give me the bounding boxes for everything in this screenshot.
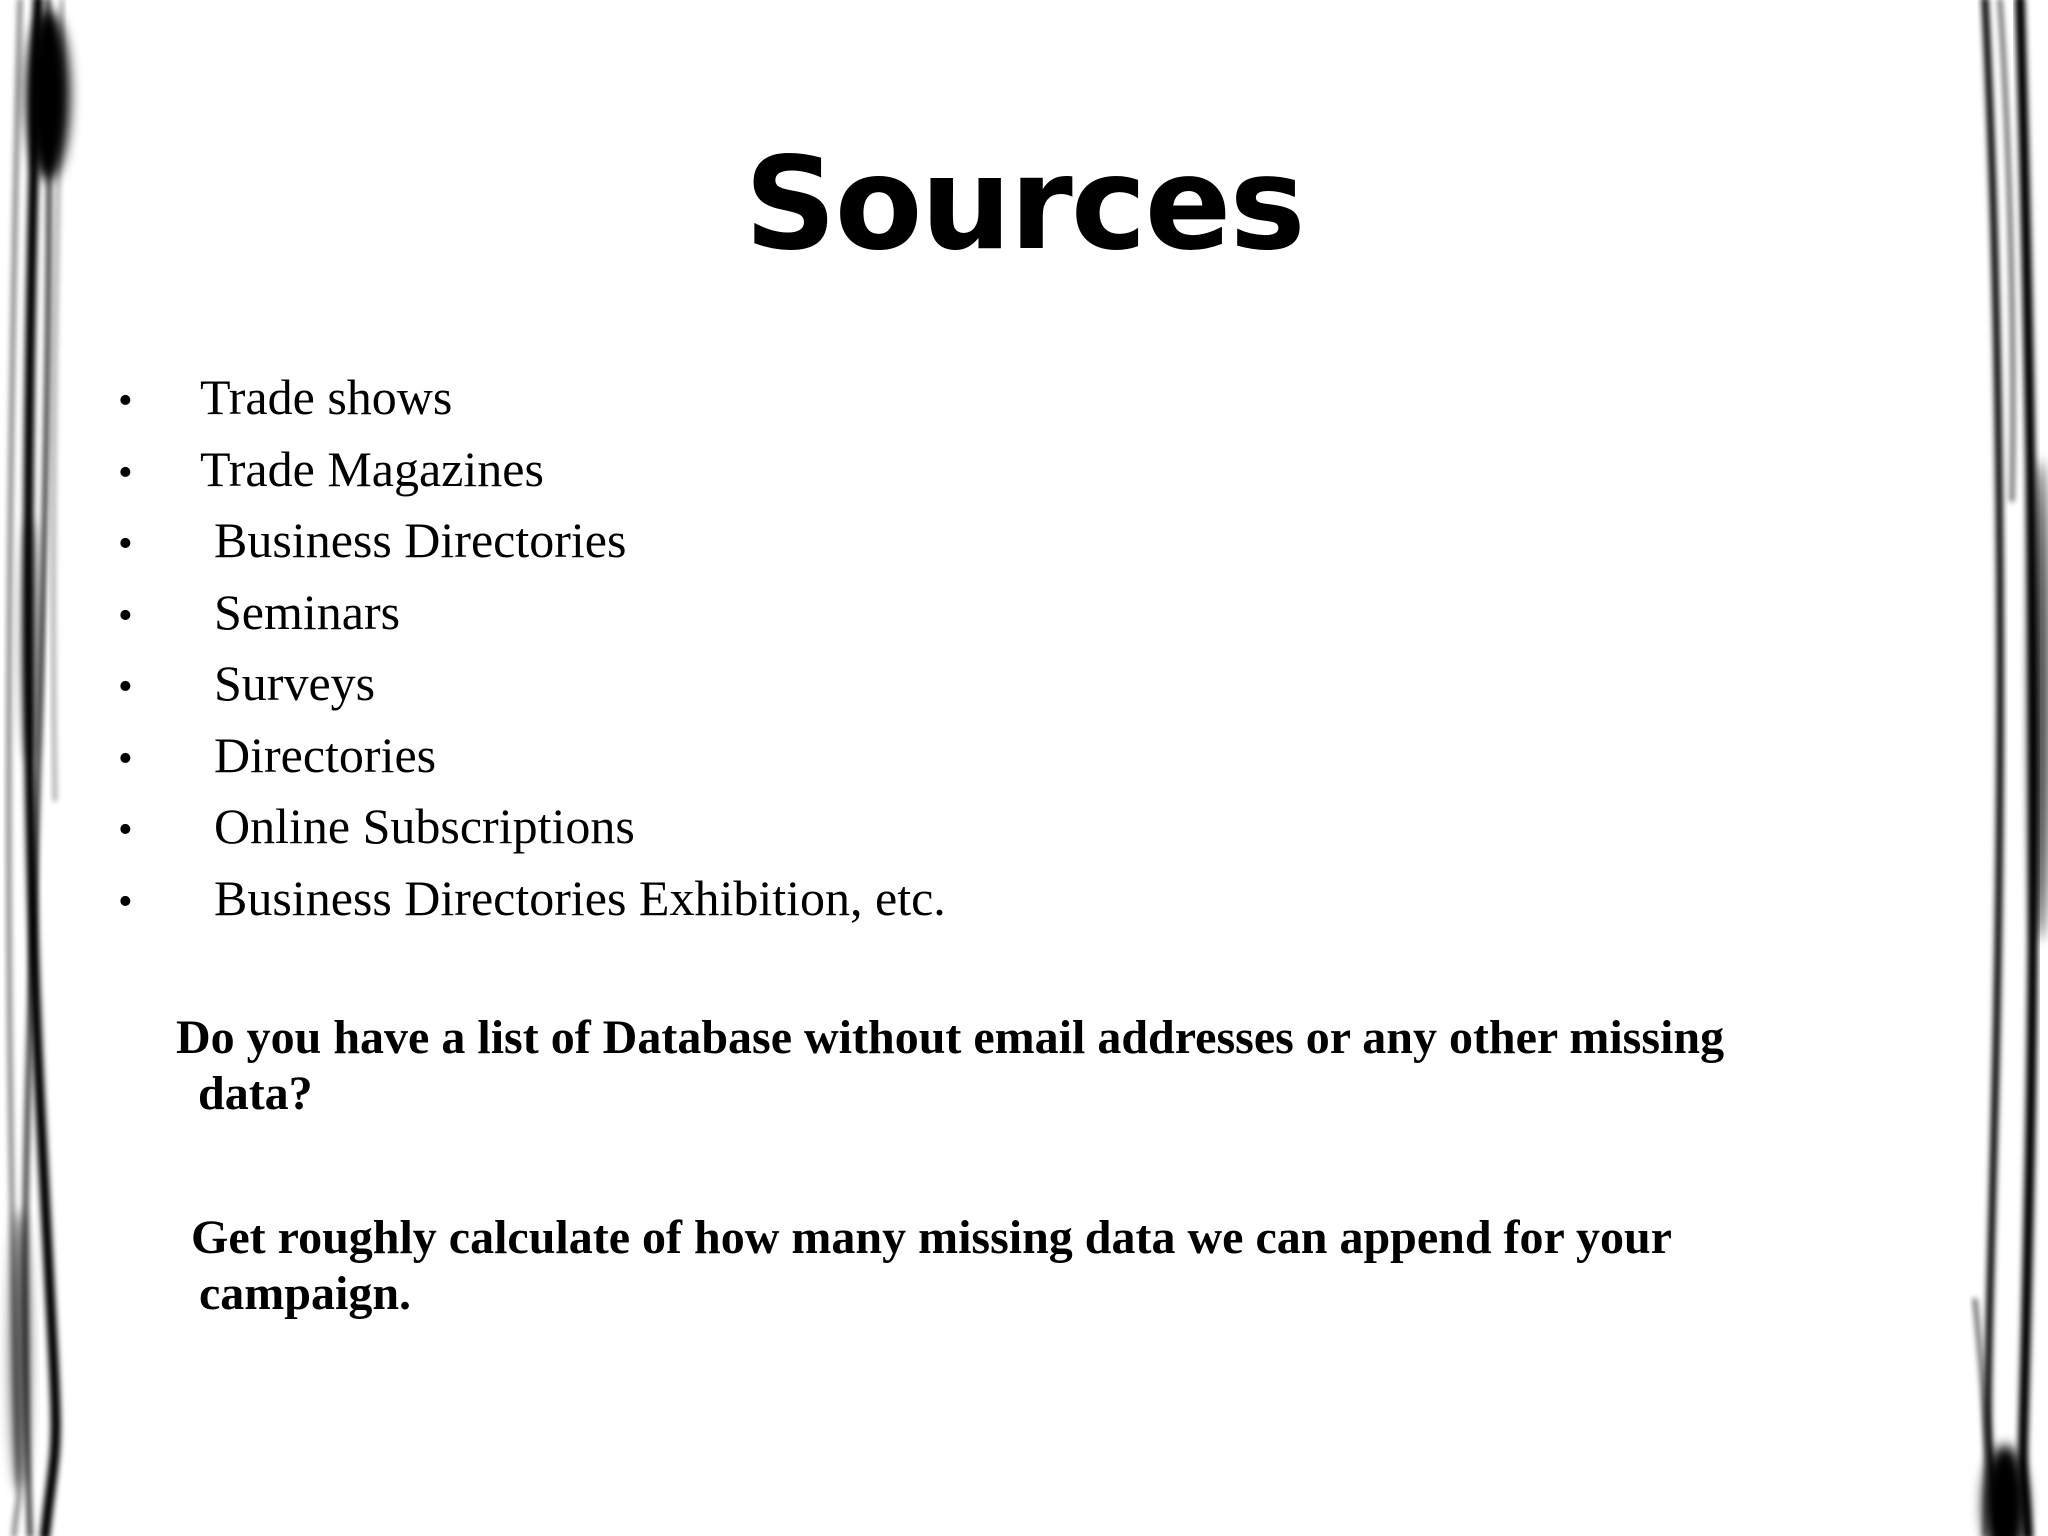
- list-item-text: Trade Magazines: [200, 440, 544, 497]
- bullet-icon: •: [118, 521, 133, 567]
- list-item: [118, 434, 946, 506]
- list-item: [118, 505, 946, 577]
- bullet-icon: •: [118, 378, 133, 424]
- list-item-text: Business Directories: [214, 512, 627, 568]
- list-item-text: Directories: [214, 726, 437, 783]
- missing-data-question: [176, 1010, 1724, 1122]
- paragraph-line: Get roughly calculate of how many missing data we can append for your: [191, 1211, 1672, 1264]
- list-item: [118, 720, 946, 792]
- bullet-icon: •: [118, 449, 133, 496]
- list-item: [118, 362, 946, 434]
- paragraph-line: Do you have a list of Database without email addresses or any other missing: [176, 1011, 1725, 1064]
- paragraph-line: data?: [198, 1067, 313, 1120]
- bullet-icon: •: [118, 592, 133, 639]
- append-estimate-text: [191, 1210, 1672, 1322]
- list-item: [118, 648, 946, 720]
- list-item: [118, 791, 946, 863]
- sources-list: [118, 362, 946, 934]
- bullet-icon: •: [118, 807, 133, 853]
- paragraph-line: campaign.: [199, 1267, 412, 1320]
- bullet-icon: •: [118, 878, 133, 925]
- slide-title: Sources: [744, 130, 1304, 279]
- list-item-text: Surveys: [214, 655, 376, 711]
- bullet-icon: •: [118, 664, 133, 710]
- bullet-icon: •: [118, 735, 133, 782]
- list-item: [118, 577, 946, 649]
- list-item-text: Seminars: [214, 583, 401, 640]
- list-item: [118, 863, 946, 935]
- list-item-text: Trade shows: [200, 369, 453, 425]
- list-item-text: Online Subscriptions: [214, 798, 635, 854]
- list-item-text: Business Directories Exhibition, etc.: [214, 869, 946, 926]
